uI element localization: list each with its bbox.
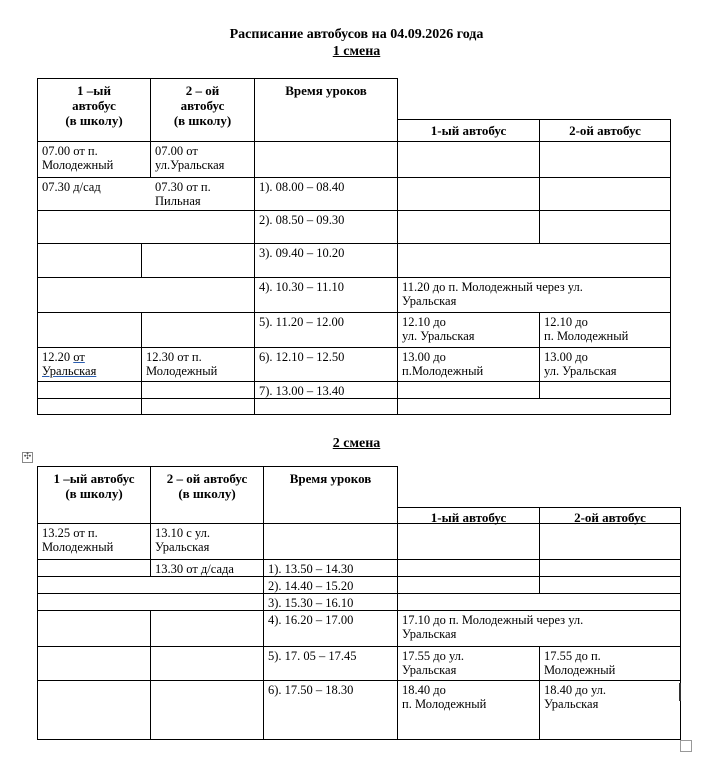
cell-bus2-departure: 13.30 от д/сада (155, 562, 234, 576)
document-title: Расписание автобусов на 04.09.2026 года (229, 27, 484, 42)
header-return-bus2: 2-ой автобус (574, 510, 646, 525)
cell-lesson-time: 1). 13.50 – 14.30 (268, 562, 354, 576)
text-cursor (679, 683, 681, 701)
cell-lesson-time: 5). 11.20 – 12.00 (259, 315, 344, 329)
cell-return-bus2: 18.40 до ул. Уральская (544, 683, 607, 711)
cell-return-bus2: 17.55 до п. Молодежный (544, 649, 616, 677)
header-return-bus1: 1-ый автобус (430, 510, 507, 525)
cell-lesson-time: 2). 14.40 – 15.20 (268, 579, 354, 593)
cell-lesson-time: 7). 13.00 – 13.40 (259, 384, 345, 398)
cell-bus2-departure: 13.10 с ул. Уральская (155, 526, 210, 554)
header-bus1-to-school: 1 –ый автобус (в школу) (53, 471, 135, 501)
cell-lesson-time: 4). 10.30 – 11.10 (259, 280, 344, 294)
cell-return-bus2: 13.00 до ул. Уральская (544, 350, 617, 378)
cell-lesson-time: 2). 08.50 – 09.30 (259, 213, 345, 227)
cell-return-both: 11.20 до п. Молодежный через ул. Уральская (402, 280, 583, 308)
cell-lesson-time: 1). 08.00 – 08.40 (259, 180, 345, 194)
header-bus2-to-school: 2 – ой автобус (в школу) (166, 471, 248, 501)
cell-lesson-time: 6). 12.10 – 12.50 (259, 350, 345, 364)
header-lesson-time: Время уроков (285, 83, 367, 98)
link-text[interactable]: от (73, 350, 85, 364)
cell-lesson-time: 6). 17.50 – 18.30 (268, 683, 354, 697)
cell-lesson-time: 4). 16.20 – 17.00 (268, 613, 354, 627)
header-return-bus1: 1-ый автобус (430, 123, 507, 138)
cell-lesson-time: 5). 17. 05 – 17.45 (268, 649, 357, 663)
cell-bus2-departure: 07.00 от ул.Уральская (155, 144, 225, 172)
cell-bus2-departure: 07.30 от п. Пильная (155, 180, 211, 208)
cell-return-bus1: 12.10 до ул. Уральская (402, 315, 475, 343)
cell-return-bus2: 12.10 до п. Молодежный (544, 315, 629, 343)
header-bus2-to-school: 2 – ой автобус (в школу) (173, 83, 232, 128)
cell-return-bus1: 13.00 до п.Молодежный (402, 350, 484, 378)
cell-bus1-departure: 12.20 от Уральская (42, 350, 97, 378)
cell-lesson-time: 3). 15.30 – 16.10 (268, 596, 354, 610)
cell-bus1-departure: 07.00 от п. Молодежный (42, 144, 114, 172)
square-resize-icon[interactable] (680, 740, 692, 752)
cell-return-bus1: 18.40 до п. Молодежный (402, 683, 487, 711)
header-bus1-to-school: 1 –ый автобус (в школу) (65, 83, 123, 128)
shift1-heading: 1 смена (332, 44, 381, 59)
cell-bus1-departure: 13.25 от п. Молодежный (42, 526, 114, 554)
cell-lesson-time: 3). 09.40 – 10.20 (259, 246, 345, 260)
shift2-heading: 2 смена (332, 436, 381, 451)
header-lesson-time: Время уроков (289, 471, 372, 486)
cell-return-bus1: 17.55 до ул. Уральская (402, 649, 465, 677)
four-arrows-move-icon[interactable]: ✣ (23, 452, 32, 462)
cell-bus2-departure: 12.30 от п. Молодежный (146, 350, 218, 378)
header-return-bus2: 2-ой автобус (569, 123, 641, 138)
cell-return-both: 17.10 до п. Молодежный через ул. Уральская (402, 613, 584, 641)
cell-bus1-departure: 07.30 д/сад (42, 180, 101, 194)
